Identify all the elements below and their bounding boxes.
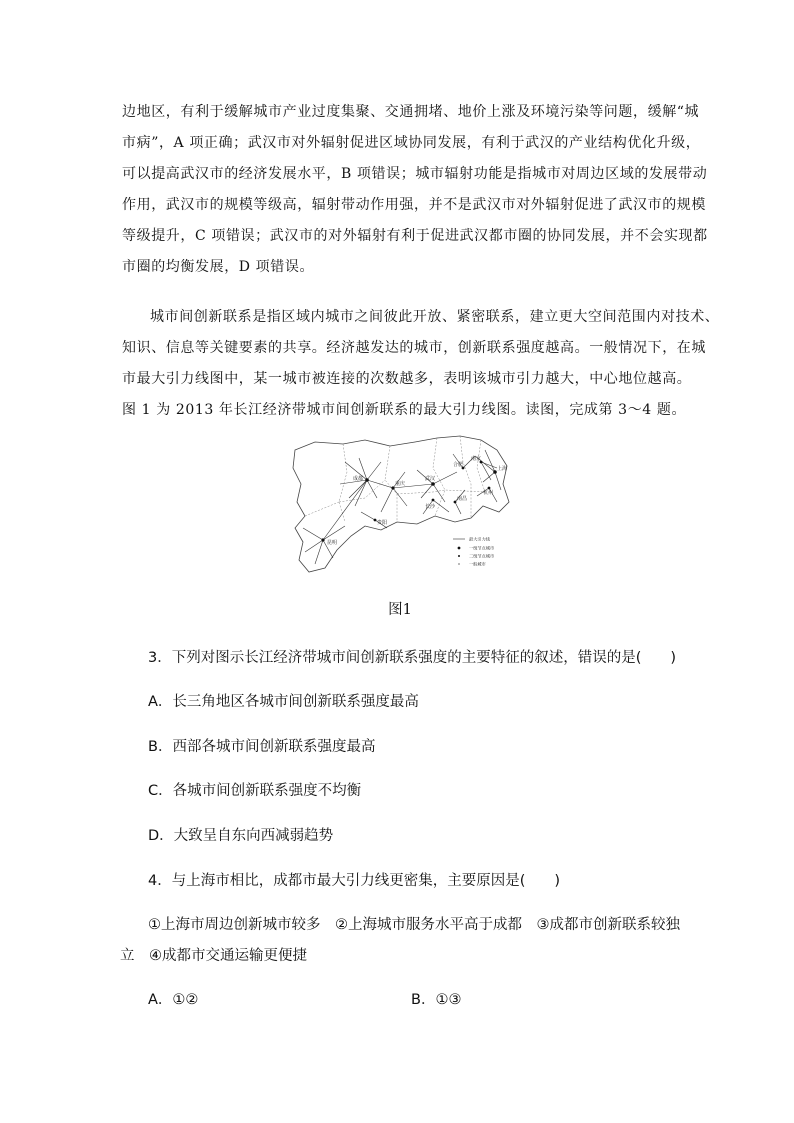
legend-label: 最大引力线 xyxy=(469,536,490,542)
city-label: 南京 xyxy=(471,456,482,462)
city-label: 昆明 xyxy=(327,540,338,546)
city-label: 武汉 xyxy=(425,476,436,482)
text-line: 等级提升，C 项错误；武汉市的对外辐射有利于促进武汉都市圈的协同发展，并不会实现都 xyxy=(122,228,708,244)
answer-explanation-paragraph xyxy=(122,97,708,283)
text-line: 可以提高武汉市的经济发展水平，B 项错误；城市辐射功能是指城市对周边区域的发展带动 xyxy=(122,166,708,182)
city-label: 上海 xyxy=(497,466,508,472)
question-4-option-a: A．①② xyxy=(148,992,199,1008)
text-line: 市圈的均衡发展，D 项错误。 xyxy=(122,259,315,275)
legend-label: 一级节点城市 xyxy=(469,545,495,551)
map-legend xyxy=(453,536,494,568)
figure-caption: 图1 xyxy=(388,602,412,618)
city-label: 贵阳 xyxy=(377,520,388,526)
city-label: 成都 xyxy=(353,476,364,482)
question-3-option-d: D．大致呈自东向西减弱趋势 xyxy=(148,828,334,844)
text-line: 市最大引力线图中，某一城市被连接的次数越多，表明该城市引力越大，中心地位越高。 xyxy=(122,371,692,387)
text-line: 市病”，A 项正确；武汉市对外辐射促进区域协同发展，有利于武汉的产业结构优化升级， xyxy=(122,135,701,151)
question-4-statements-line2: 立 ④成都市交通运输更便捷 xyxy=(120,948,307,964)
question-4-statements-line1: ①上海市周边创新城市较多 ②上海城市服务水平高于成都 ③成都市创新联系较独 xyxy=(148,917,680,933)
question-3-stem: 3．下列对图示长江经济带城市间创新联系强度的主要特征的叙述，错误的是( ) xyxy=(148,650,677,666)
text-line: 图 1 为 2013 年长江经济带城市间创新联系的最大引力线图。读图，完成第 3～4 题。 xyxy=(122,402,687,418)
city-nodes xyxy=(321,461,496,542)
question-4-option-b: B．①③ xyxy=(411,992,462,1008)
text-line: 知识、信息等关键要素的共享。经济越发达的城市，创新联系强度越高。一般情况下，在城 xyxy=(122,340,706,356)
text-line: 作用，武汉市的规模等级高，辐射带动作用强，并不是武汉市对外辐射促进了武汉市的规模 xyxy=(122,197,706,213)
city-label: 合肥 xyxy=(453,462,464,468)
text-line: 边地区，有利于缓解城市产业过度集聚、交通拥堵、地价上涨及环境污染等问题，缓解“城 xyxy=(122,104,700,120)
gravity-line-map xyxy=(285,432,515,577)
city-label: 重庆 xyxy=(395,481,406,487)
city-label: 杭州 xyxy=(483,490,494,496)
question-3-option-b: B．西部各城市间创新联系强度最高 xyxy=(148,739,376,755)
province-boundary xyxy=(305,436,485,522)
text-line: 城市间创新联系是指区域内城市之间彼此开放、紧密联系，建立更大空间范围内对技术、 xyxy=(150,309,720,325)
question-4-stem: 4．与上海市相比，成都市最大引力线更密集，主要原因是( ) xyxy=(148,873,561,889)
question-3-option-c: C．各城市间创新联系强度不均衡 xyxy=(148,783,362,799)
city-label: 南昌 xyxy=(457,496,468,502)
legend-label: 一般城市 xyxy=(469,561,486,567)
legend-label: 二级节点城市 xyxy=(469,553,495,559)
question-3-option-a: A．长三角地区各城市间创新联系强度最高 xyxy=(148,694,419,710)
map-svg xyxy=(285,432,515,577)
material-paragraph xyxy=(122,302,720,426)
city-label: 长沙 xyxy=(425,504,436,510)
